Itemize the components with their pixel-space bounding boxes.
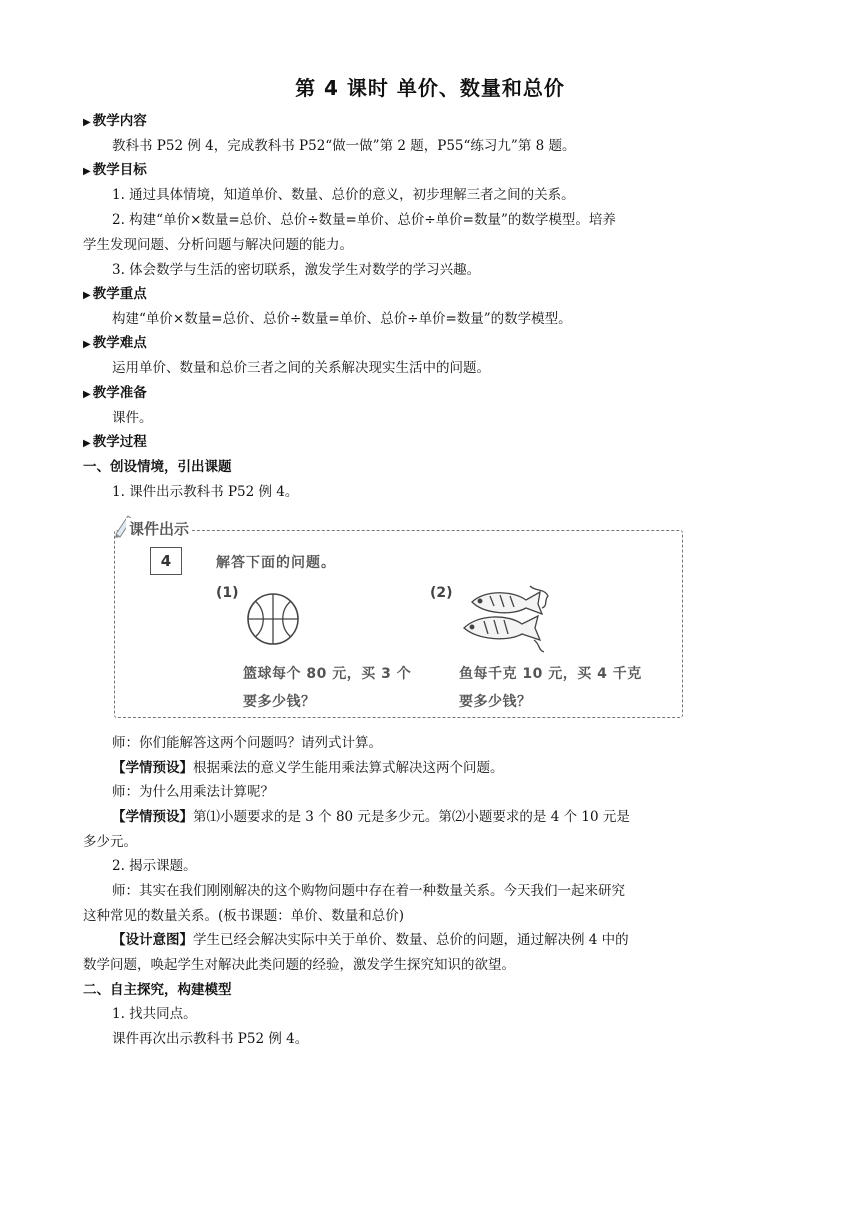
content-text: 教科书 P52 例 4，完成教科书 P52“做一做”第 2 题，P55“练习九”第 8 题。 bbox=[112, 138, 576, 154]
goal-3: 3. 体会数学与生活的密切联系，激发学生对数学的学习兴趣。 bbox=[112, 262, 481, 278]
design-intent-a: 【设计意图】学生已经会解决实际中关于单价、数量、总价的问题，通过解决例 4 中的 bbox=[112, 932, 629, 948]
difficulty-text: 运用单价、数量和总价三者之间的关系解决现实生活中的问题。 bbox=[112, 360, 490, 376]
preview-1: 【学情预设】根据乘法的意义学生能用乘法算式解决这两个问题。 bbox=[112, 760, 504, 776]
goal-2a: 2. 构建“单价×数量=总价、总价÷数量=单价、总价÷单价=数量”的数学模型。培养 bbox=[112, 212, 616, 228]
example-number: 4 bbox=[150, 547, 182, 575]
problem-1-label: (1) bbox=[216, 585, 239, 601]
prep-text: 课件。 bbox=[112, 410, 153, 426]
goal-1: 1. 通过具体情境，知道单价、数量、总价的意义，初步理解三者之间的关系。 bbox=[112, 187, 575, 203]
problem-2-label: (2) bbox=[430, 585, 453, 601]
design-intent-b: 数学问题，唤起学生对解决此类问题的经验，激发学生探究知识的欲望。 bbox=[83, 957, 515, 973]
heading-content: ▶ 教学内容 bbox=[83, 113, 147, 129]
part1-step1: 1. 课件出示教科书 P52 例 4。 bbox=[112, 484, 299, 500]
courseware-label: 课件出示 bbox=[126, 518, 192, 539]
teacher-line-3b: 这种常见的数量关系。(板书课题：单价、数量和总价) bbox=[83, 908, 405, 924]
part2-heading: 二、自主探究，构建模型 bbox=[83, 982, 232, 998]
step-2: 2. 揭示课题。 bbox=[112, 858, 197, 874]
preview-2b: 多少元。 bbox=[83, 834, 137, 850]
heading-key: ▶ 教学重点 bbox=[83, 286, 147, 302]
teacher-line-2: 师：为什么用乘法计算呢？ bbox=[112, 784, 274, 800]
goal-2b: 学生发现问题、分析问题与解决问题的能力。 bbox=[83, 237, 353, 253]
page-title: 第 4 课时 单价、数量和总价 bbox=[295, 76, 565, 100]
key-text: 构建“单价×数量=总价、总价÷数量=单价、总价÷单价=数量”的数学模型。 bbox=[112, 311, 572, 327]
courseware-box bbox=[114, 530, 683, 718]
part2-step2: 课件再次出示教科书 P52 例 4。 bbox=[112, 1031, 309, 1047]
heading-process: ▶ 教学过程 bbox=[83, 434, 147, 450]
part2-step1: 1. 找共同点。 bbox=[112, 1006, 197, 1022]
problem-1-line1: 篮球每个 80 元，买 3 个 bbox=[243, 666, 412, 682]
part1-heading: 一、创设情境，引出课题 bbox=[83, 459, 232, 475]
problem-2-line2: 要多少钱？ bbox=[459, 694, 532, 710]
preview-2a: 【学情预设】第⑴小题要求的是 3 个 80 元是多少元。第⑵小题要求的是 4 个 10 元是 bbox=[112, 809, 630, 825]
problem-2-line1: 鱼每千克 10 元，买 4 千克 bbox=[459, 666, 642, 682]
fish-icon bbox=[460, 582, 556, 654]
heading-prep: ▶ 教学准备 bbox=[83, 385, 147, 401]
heading-goals: ▶ 教学目标 bbox=[83, 162, 147, 178]
basketball-icon bbox=[246, 592, 300, 646]
heading-difficulty: ▶ 教学难点 bbox=[83, 335, 147, 351]
courseware-question: 解答下面的问题。 bbox=[216, 555, 336, 571]
teacher-line-1: 师：你们能解答这两个问题吗？请列式计算。 bbox=[112, 735, 382, 751]
problem-1-line2: 要多少钱？ bbox=[243, 694, 316, 710]
teacher-line-3a: 师：其实在我们刚刚解决的这个购物问题中存在着一种数量关系。今天我们一起来研究 bbox=[112, 883, 625, 899]
